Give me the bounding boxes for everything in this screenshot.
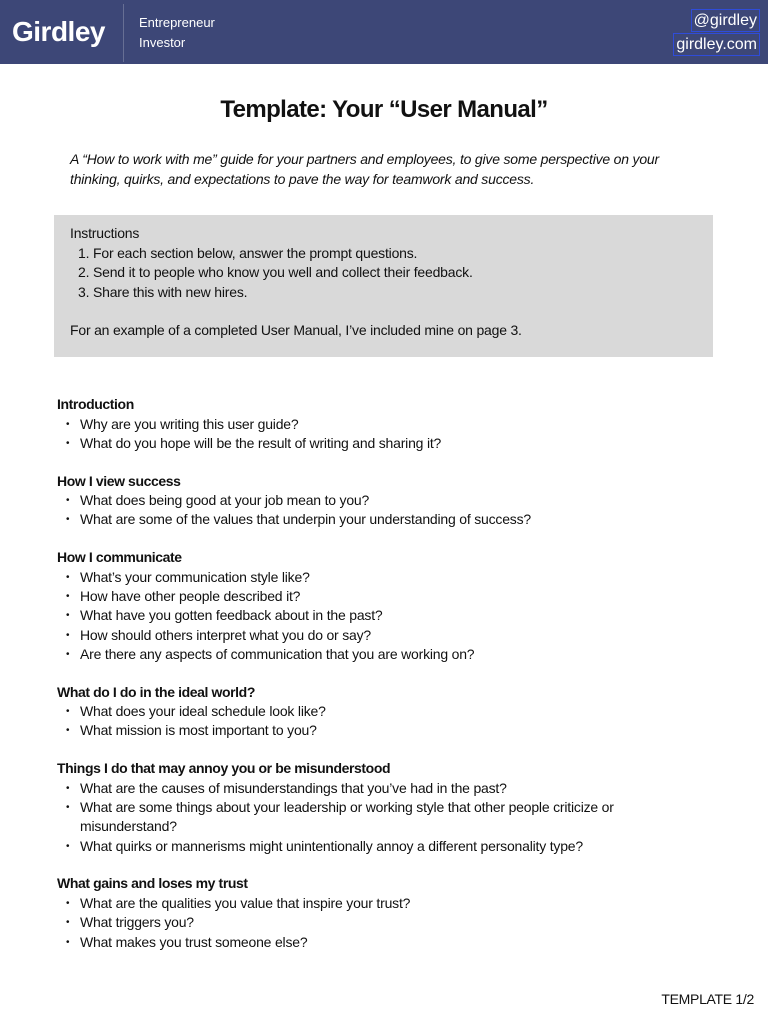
section-introduction: [57, 395, 707, 453]
section-misunderstood: [57, 759, 707, 856]
question-list: [57, 491, 707, 530]
section-heading: How I view success: [57, 472, 181, 489]
role-entrepreneur: Entrepreneur: [139, 15, 215, 30]
header-links: [673, 9, 760, 57]
question-item: • What are some of the values that underpin your understanding of success?: [57, 510, 707, 529]
instructions-note: For an example of a completed User Manual, I’ve included mine on page 3.: [70, 322, 522, 338]
author-roles: [139, 13, 215, 53]
question-item: • What mission is most important to you?: [57, 721, 707, 740]
question-item: • How have other people described it?: [57, 587, 707, 606]
question-item: • What’s your communication style like?: [57, 568, 707, 587]
question-item: • What have you gotten feedback about in the past?: [57, 606, 707, 625]
section-heading: What do I do in the ideal world?: [57, 683, 255, 700]
page-title: Template: Your “User Manual”: [220, 96, 548, 123]
instructions-box: [54, 215, 713, 357]
website-link[interactable]: girdley.com: [673, 33, 760, 56]
instructions-heading: Instructions: [70, 225, 140, 241]
page-header: [0, 0, 768, 64]
section-heading: Introduction: [57, 396, 134, 412]
question-list: [57, 702, 707, 741]
question-item: • What quirks or mannerisms might unintentionally annoy a different personality type?: [57, 837, 707, 856]
question-item: • What are the qualities you value that inspire your trust?: [57, 894, 707, 913]
section-ideal-world: [57, 683, 707, 741]
section-heading: What gains and loses my trust: [57, 875, 248, 892]
question-item: • Why are you writing this user guide?: [57, 415, 707, 434]
twitter-handle-link[interactable]: @girdley: [691, 9, 760, 32]
brand-logo: Girdley: [12, 16, 105, 47]
header-divider: [123, 4, 124, 62]
question-item: • What makes you trust someone else?: [57, 933, 707, 952]
question-list: [57, 894, 707, 952]
instruction-step: 1. For each section below, answer the prompt questions.: [93, 244, 697, 264]
question-item: • What does being good at your job mean to you?: [57, 491, 707, 510]
section-heading: Things I do that may annoy you or be misunderstood: [57, 760, 391, 777]
question-item: • How should others interpret what you do or say?: [57, 626, 707, 645]
question-item: • What do you hope will be the result of writing and sharing it?: [57, 434, 707, 453]
section-heading: How I communicate: [57, 549, 182, 566]
question-list: [57, 568, 707, 664]
question-item: • What does your ideal schedule look like?: [57, 702, 707, 721]
question-list: [57, 779, 707, 856]
intro-text: A “How to work with me” guide for your partners and employees, to give some perspective on your thinking, quirks, and expectations to pave the way for teamwork and success.: [70, 151, 659, 187]
prompt-sections: [57, 395, 707, 970]
page-footer: TEMPLATE 1/2: [661, 991, 754, 1007]
instructions-list: [70, 244, 697, 303]
instruction-step: 2. Send it to people who know you well and collect their feedback.: [93, 263, 697, 283]
question-list: [57, 415, 707, 454]
section-success: [57, 472, 707, 530]
question-item: • What are some things about your leadership or working style that other people criticize or misunderstand?: [57, 798, 707, 837]
section-communication: [57, 548, 707, 664]
section-trust: [57, 874, 707, 951]
role-investor: Investor: [139, 35, 186, 50]
question-item: • What triggers you?: [57, 913, 707, 932]
question-item: • What are the causes of misunderstandings that you’ve had in the past?: [57, 779, 707, 798]
question-item: • Are there any aspects of communication that you are working on?: [57, 645, 707, 664]
instruction-step: 3. Share this with new hires.: [93, 283, 697, 303]
